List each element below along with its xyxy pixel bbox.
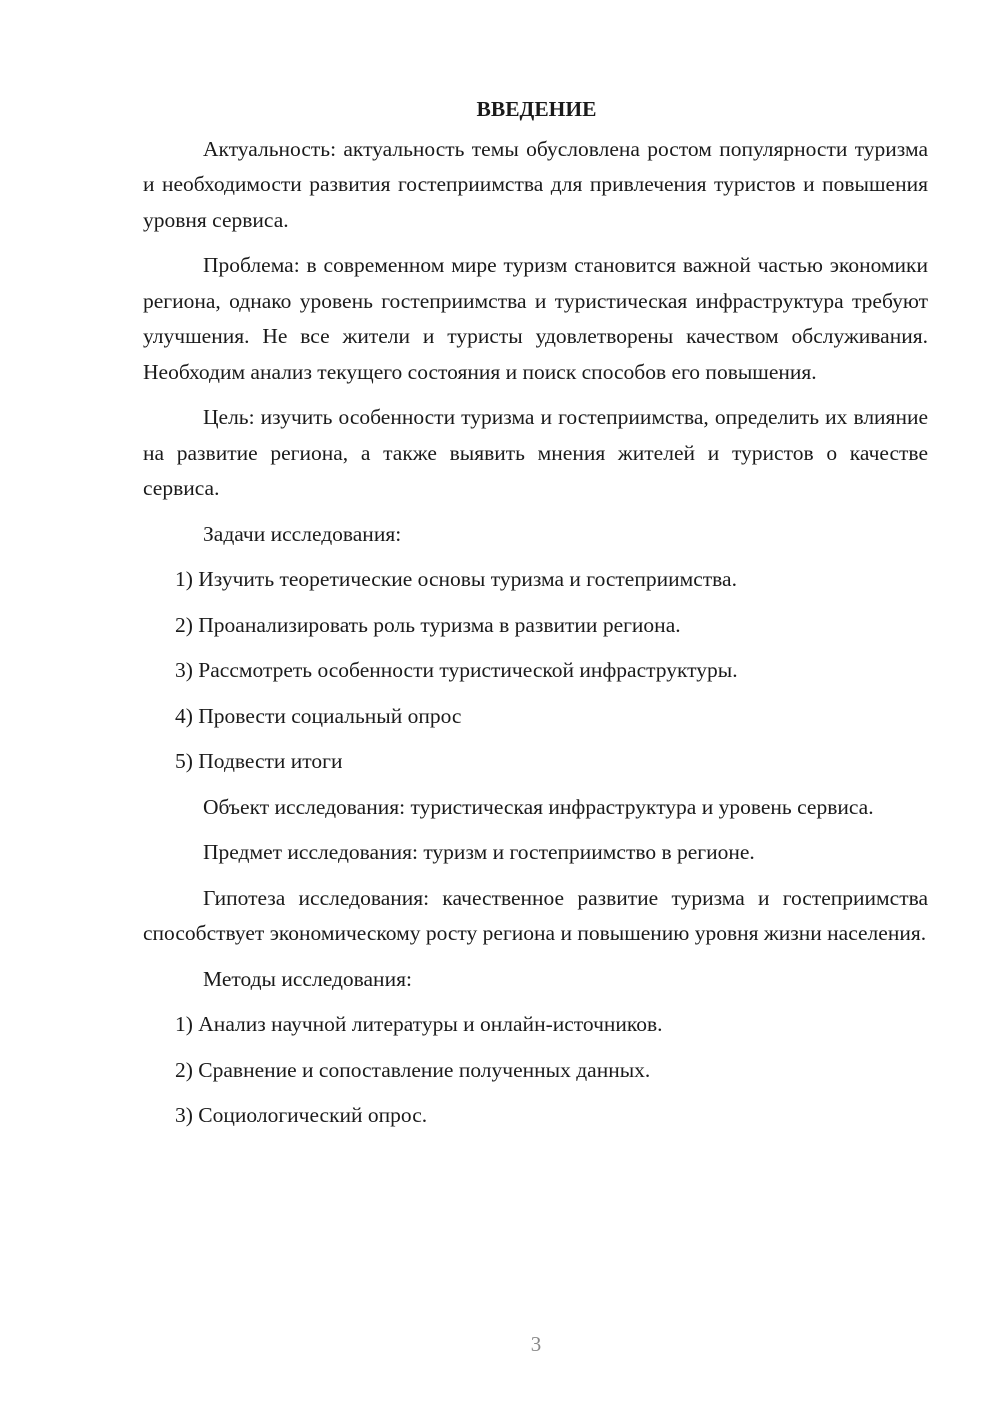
problem-paragraph: Проблема: в современном мире туризм становится важной частью экономики региона, однако уровень гостеприимства и туристическая инфраструктура требуют улучшения. Не все жители и туристы удовлетворены качеством обслуживания. Необходим анализ текущего состояния и поиск способов его повышения.	[143, 253, 928, 384]
object-paragraph: Объект исследования: туристическая инфраструктура и уровень сервиса.	[203, 794, 874, 819]
hypothesis-paragraph: Гипотеза исследования: качественное развитие туризма и гостеприимства способствует экономическому росту региона и повышению уровня жизни населения.	[143, 885, 928, 945]
section-title: ВВЕДЕНИЕ	[476, 97, 597, 121]
tasks-list	[143, 562, 928, 780]
document-page	[143, 92, 928, 1144]
methods-list	[143, 1007, 928, 1134]
goal-paragraph: Цель: изучить особенности туризма и гостеприимства, определить их влияние на развитие региона, а также выявить мнения жителей и туристов о качестве сервиса.	[143, 405, 928, 500]
task-item-5: 5) Подвести итоги	[175, 749, 343, 773]
task-item-1: 1) Изучить теоретические основы туризма и гостеприимства.	[175, 567, 737, 591]
method-item-2: 2) Сравнение и сопоставление полученных данных.	[175, 1057, 651, 1082]
subject-paragraph: Предмет исследования: туризм и гостеприимство в регионе.	[203, 840, 755, 864]
relevance-paragraph: Актуальность: актуальность темы обусловлена ростом популярности туризма и необходимости развития гостеприимства для привлечения туристов и повышения уровня сервиса.	[143, 136, 928, 232]
methods-heading: Методы исследования:	[203, 966, 412, 991]
page-number: 3	[530, 1332, 542, 1356]
method-item-1: 1) Анализ научной литературы и онлайн-источников.	[175, 1012, 663, 1036]
task-item-3: 3) Рассмотреть особенности туристической инфраструктуры.	[175, 658, 738, 682]
task-item-4: 4) Провести социальный опрос	[175, 703, 462, 728]
method-item-3: 3) Социологический опрос.	[175, 1103, 428, 1127]
tasks-heading: Задачи исследования:	[203, 521, 402, 546]
task-item-2: 2) Проанализировать роль туризма в развитии региона.	[175, 612, 681, 637]
